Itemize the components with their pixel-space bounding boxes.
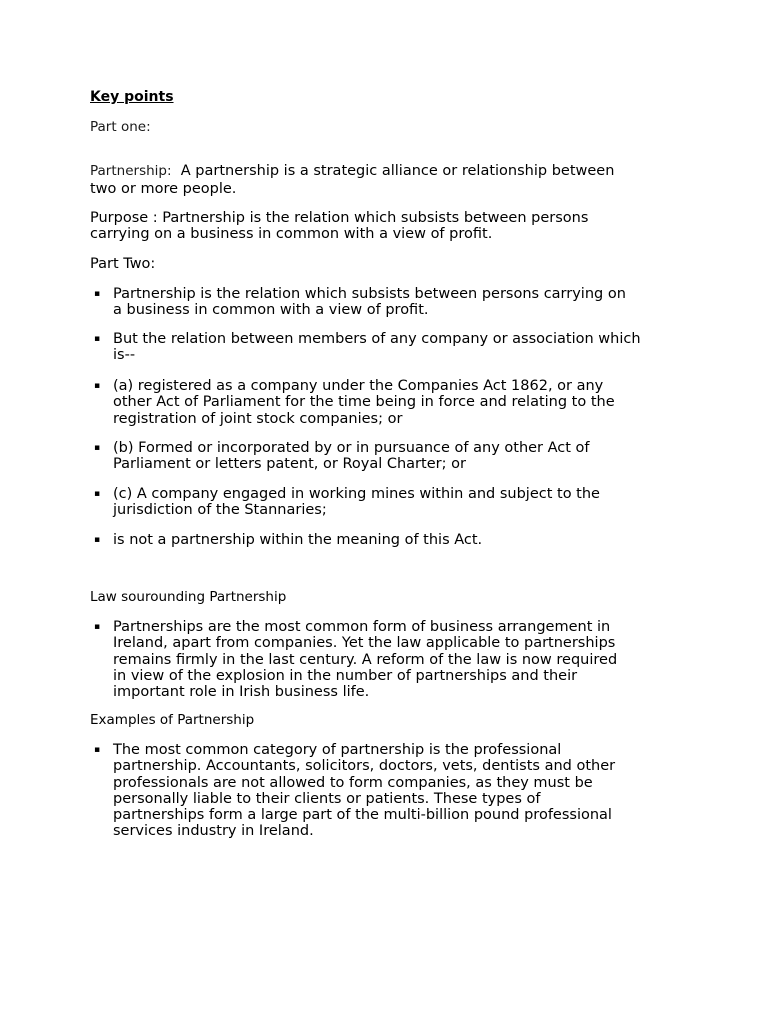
purpose-line-2: carrying on a business in common with a view of profit. — [90, 226, 493, 242]
bullet-icon: ▪ — [94, 489, 101, 499]
partnership-definition-line-2: two or more people. — [90, 181, 237, 197]
list-item-text: (c) A company engaged in working mines within and subject to the jurisdiction of the Stannaries; — [113, 486, 600, 519]
list-item-text: The most common category of partnership is the professional partnership. Accountants, solicitors, doctors, vets, dentists and other professionals are not allowed to form companies, as they must be personally liable to their clients or patients. These types of partnerships form a large part of the multi-billion pound professional services industry in Ireland. — [113, 742, 616, 840]
partnership-term: Partnership: — [90, 163, 172, 179]
part-two-label: Part Two: — [90, 256, 156, 272]
part-one-label: Part one: — [90, 119, 151, 135]
law-section-heading: Law sourounding Partnership — [90, 589, 287, 605]
partnership-definition — [90, 163, 690, 179]
list-item-text: (b) Formed or incorporated by or in pursuance of any other Act of Parliament or letters patent, or Royal Charter; or — [113, 440, 590, 473]
examples-section-heading: Examples of Partnership — [90, 712, 255, 728]
purpose-line-1: Purpose : Partnership is the relation which subsists between persons — [90, 210, 589, 226]
bullet-icon: ▪ — [94, 289, 101, 299]
partnership-definition-text: A partnership is a strategic alliance or relationship between — [180, 163, 615, 179]
bullet-icon: ▪ — [94, 381, 101, 391]
list-item-text: But the relation between members of any company or association which is-- — [113, 331, 641, 364]
bullet-icon: ▪ — [94, 334, 101, 344]
bullet-icon: ▪ — [94, 745, 101, 755]
list-item-text: Partnership is the relation which subsists between persons carrying on a business in common with a view of profit. — [113, 286, 626, 319]
list-item-text: (a) registered as a company under the Companies Act 1862, or any other Act of Parliament for the time being in force and relating to the registration of joint stock companies; or — [113, 378, 615, 427]
bullet-icon: ▪ — [94, 535, 101, 545]
list-item-text: Partnerships are the most common form of business arrangement in Ireland, apart from companies. Yet the law applicable to partnerships remains firmly in the last century. A reform of the law is now required in view of the explosion in the number of partnerships and their important role in Irish business life. — [113, 619, 618, 701]
bullet-icon: ▪ — [94, 443, 101, 453]
list-item-text: is not a partnership within the meaning of this Act. — [113, 532, 483, 548]
key-points-heading: Key points — [90, 89, 174, 105]
bullet-icon: ▪ — [94, 622, 101, 632]
